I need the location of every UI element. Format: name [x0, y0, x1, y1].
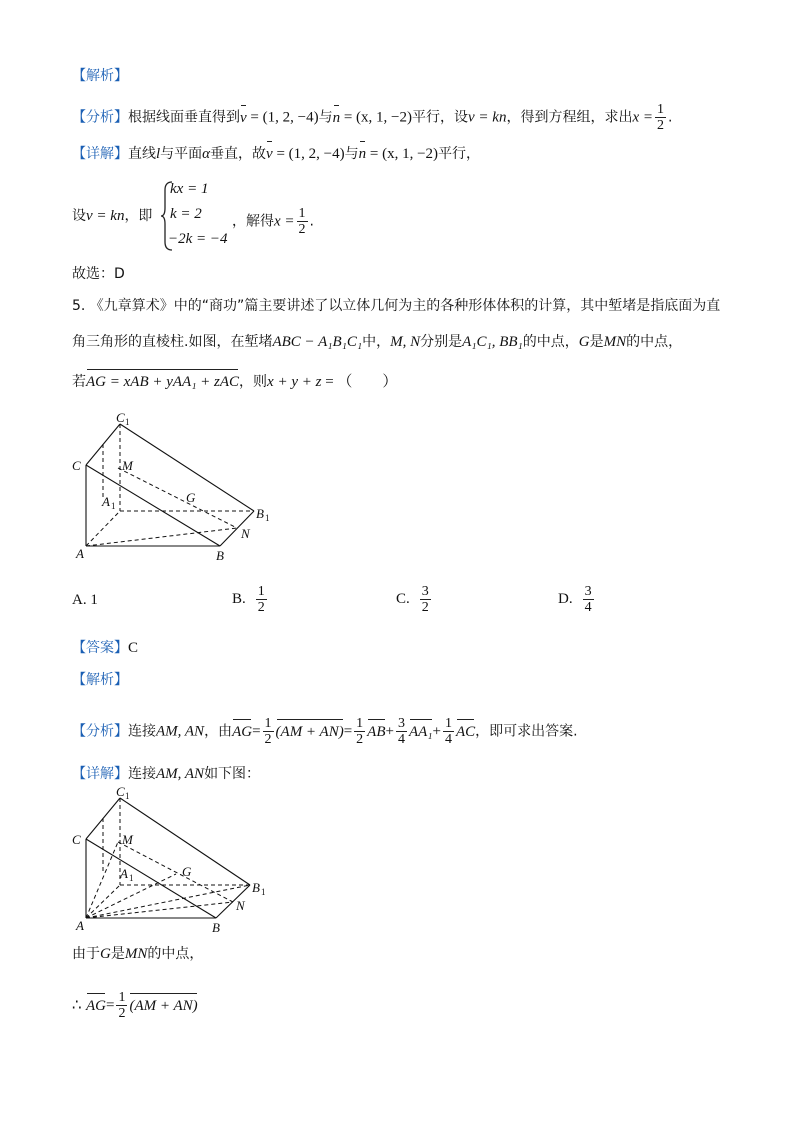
text: 与	[344, 146, 359, 162]
text: 直线	[128, 146, 156, 162]
label-B1-sub: 1	[261, 887, 266, 897]
label-M: M	[122, 458, 133, 473]
detail-tag: 【详解】	[72, 146, 128, 162]
option-d[interactable]: D. $\frac{3}{4}$	[558, 584, 592, 615]
label-B1: B	[252, 880, 260, 895]
section-heading-analysis-2: 【解析】	[72, 672, 128, 688]
detail-line-2: 【详解】连接AM, AN如下图：	[72, 766, 261, 782]
label-B: B	[212, 920, 220, 935]
option-c[interactable]: C. $\frac{3}{2}$	[396, 584, 429, 615]
system-intro: 设v = kn，即	[72, 208, 153, 224]
text: 垂直，故	[210, 146, 267, 162]
label-A1-sub: 1	[129, 873, 134, 883]
vector-v: v	[240, 109, 247, 126]
detail-line	[72, 144, 480, 164]
question-5-line-2: 角三角形的直棱柱.如图，在堑堵ABC − A₁B₁C₁中，M, N分别是A₁C₁, BB₁的中点，G是MN的中点，	[72, 334, 683, 350]
analysis-line	[72, 102, 672, 133]
math: α	[202, 146, 211, 162]
math: = (1, 2, −4)	[246, 109, 319, 126]
label-C1: C	[116, 784, 125, 799]
section-heading-analysis: 【解析】	[72, 68, 128, 84]
selection-line: 故选：D	[72, 266, 125, 282]
label-C: C	[72, 832, 81, 847]
label-N: N	[241, 526, 250, 541]
since-line: 由于G是MN的中点，	[72, 946, 204, 962]
label-C1-sub: 1	[125, 791, 130, 801]
text: .	[667, 109, 673, 126]
label-A: A	[76, 918, 84, 933]
label-A1: A	[120, 866, 128, 881]
label-A1-sub: 1	[111, 501, 116, 511]
label-C: C	[72, 458, 81, 473]
vector-v: v	[266, 146, 273, 162]
prism-figure-2	[66, 782, 286, 942]
label-G: G	[186, 490, 196, 505]
label-B: B	[216, 548, 224, 563]
text: 平行，	[438, 146, 481, 162]
analysis-tag: 【分析】	[72, 109, 128, 126]
question-5-line-3: 若AG = xAB + yAA₁ + zAC，则x + y + z = （ ）	[72, 374, 398, 390]
text: 平行，设	[412, 109, 469, 126]
math: x =	[632, 109, 653, 126]
math: = (x, 1, −2)	[366, 146, 439, 162]
math: = (1, 2, −4)	[272, 146, 345, 162]
prism-figure	[66, 408, 286, 568]
answer-line: 【答案】C	[72, 640, 139, 656]
label-C1-sub: 1	[125, 417, 130, 427]
label-B1-sub: 1	[265, 513, 270, 523]
math: = (x, 1, −2)	[340, 109, 413, 126]
therefore-line: ∴ AG= $\frac{1}{2}$ (AM + AN)	[72, 990, 198, 1021]
option-a[interactable]: A. 1	[72, 592, 98, 608]
label-A: A	[76, 546, 84, 561]
vector-n: n	[332, 109, 341, 126]
fraction: $\frac{1}{2}$	[298, 206, 306, 237]
label-C1: C	[116, 410, 125, 425]
math: v = kn	[468, 109, 507, 126]
system-row-2: k = 2	[170, 206, 202, 222]
analysis-line-2: 【分析】连接AM, AN，由AG= $\frac{1}{2}$ (AM + AN)= $\frac{1}{2}$ AB+ $\frac{3}{4}$ AA₁+ $\frac{1}{4}$ AC，即可求出答案.	[72, 716, 578, 747]
label-G: G	[182, 864, 192, 879]
math: l	[156, 146, 161, 162]
fraction: $\frac{1}{2}$	[656, 102, 664, 133]
text: 与	[318, 109, 333, 126]
system-row-3: −2k = −4	[168, 231, 228, 247]
system-row-1: kx = 1	[170, 181, 209, 197]
text: 与平面	[160, 146, 203, 162]
system-solution: ，解得x = $\frac{1}{2}$ .	[232, 206, 314, 237]
label-B1: B	[256, 506, 264, 521]
label-A1: A	[102, 494, 110, 509]
question-5-line-1: 5. 《九章算术》中的“商功”篇主要讲述了以立体几何为主的各种形体体积的计算，其中堑堵是指底面为直	[72, 298, 721, 314]
vector-n: n	[358, 146, 367, 162]
label-M: M	[122, 832, 133, 847]
text: ，得到方程组，求出	[506, 109, 633, 126]
label-N: N	[236, 898, 245, 913]
option-b[interactable]: B. $\frac{1}{2}$	[232, 584, 265, 615]
text: 根据线面垂直得到	[128, 109, 240, 126]
